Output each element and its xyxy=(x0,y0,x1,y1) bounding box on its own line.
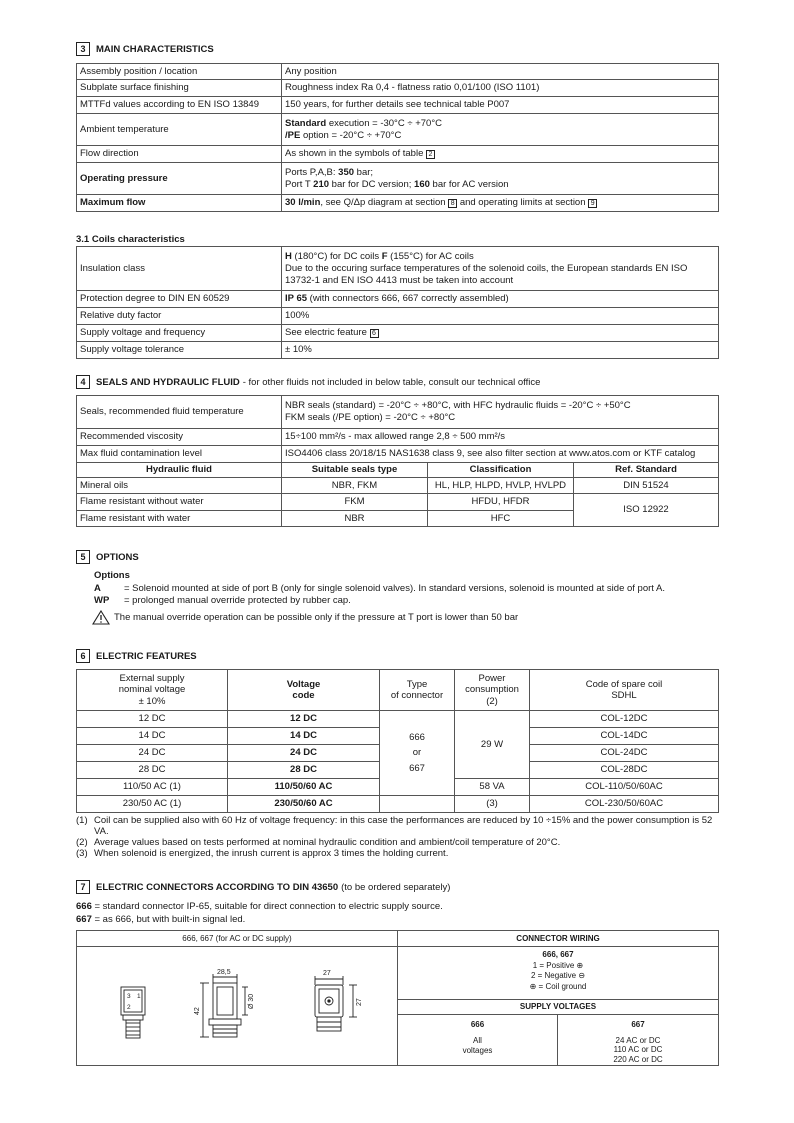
options-title: Options xyxy=(94,570,130,581)
option-wp: WP = prolonged manual override protected by rubber cap. xyxy=(94,595,351,606)
coils-subheading: 3.1 Coils characteristics xyxy=(76,234,185,245)
fluid-cell: Mineral oils xyxy=(77,478,282,494)
classification-cell: HFDU, HFDR xyxy=(428,494,574,511)
connector-drawing-panel xyxy=(77,931,398,1065)
column-header: Power consumption (2) xyxy=(455,670,530,711)
fluid-cell: Flame resistant with water xyxy=(77,511,282,527)
power-ac-note-cell: (3) xyxy=(455,796,530,813)
row-label: Recommended viscosity xyxy=(77,429,282,446)
power-ac-cell: 58 VA xyxy=(455,779,530,796)
option-a: A = Solenoid mounted at side of port B (only for single solenoid valves). In standard versions, solenoid is mounted at side of port A. xyxy=(94,582,666,594)
section-title: ELECTRIC FEATURES xyxy=(96,650,197,662)
section-number: 3 xyxy=(76,42,90,56)
table-row: 110/50 AC (1) 110/50/60 AC 58 VA COL-110/50/60AC xyxy=(77,779,719,796)
warning-note xyxy=(92,610,518,625)
seals-cell: NBR xyxy=(282,511,428,527)
column-header: Code of spare coil SDHL xyxy=(530,670,719,711)
section-note: (to be ordered separately) xyxy=(341,881,451,893)
row-label: Subplate surface finishing xyxy=(77,80,282,97)
table-row: 230/50 AC (1) 230/50/60 AC (3) COL-230/50/60AC xyxy=(77,796,719,813)
table-row: 12 DC 12 DC 666 or 667 29 W COL-12DC xyxy=(77,711,719,728)
section-3-heading xyxy=(76,42,214,56)
table-ref-box: 2 xyxy=(426,150,435,159)
table-row: 14 DC 14 DC COL-14DC xyxy=(77,728,719,745)
column-header: Classification xyxy=(428,463,574,478)
supply-667: 667 24 AC or DC 110 AC or DC 220 AC or DC xyxy=(613,1020,663,1064)
pin-label: 1 xyxy=(137,993,141,1000)
pin-label: 2 xyxy=(127,1004,131,1011)
section-title: OPTIONS xyxy=(96,551,139,563)
row-value: Any position xyxy=(282,64,719,80)
section-6-heading xyxy=(76,649,197,663)
wiring-legend: 666, 667 1 = Positive ⊕ 2 = Negative ⊖ ⊕ = Coil ground xyxy=(398,947,718,1000)
classification-cell: HL, HLP, HLPD, HVLP, HVLPD xyxy=(428,478,574,494)
section-5-heading xyxy=(76,550,139,564)
seals-table xyxy=(76,395,719,527)
seals-cell: NBR, FKM xyxy=(282,478,428,494)
row-label: Flow direction xyxy=(77,146,282,163)
section-note: - for other fluids not included in below table, consult our technical office xyxy=(242,376,541,388)
footnote: (1) Coil can be supplied also with 60 Hz of voltage frequency: in this case the performances are reduced by 10 ÷15% and the power consumption is 52 VA. xyxy=(76,815,713,837)
supply-voltages-header: SUPPLY VOLTAGES xyxy=(398,1000,718,1015)
row-value: Standard execution = -30°C ÷ +70°C /PE option = -20°C ÷ +70°C xyxy=(282,114,719,146)
section-number: 5 xyxy=(76,550,90,564)
row-value: IP 65 (with connectors 666, 667 correctly assembled) xyxy=(282,291,719,308)
row-label: Insulation class xyxy=(77,247,282,291)
warning-text: The manual override operation can be possible only if the pressure at T port is lower than 50 bar xyxy=(114,612,519,623)
row-label: Protection degree to DIN EN 60529 xyxy=(77,291,282,308)
row-value: See electric feature 6 xyxy=(282,325,719,342)
drawing-header: 666, 667 (for AC or DC supply) xyxy=(77,931,397,947)
dimension-label: 27 xyxy=(323,970,331,977)
row-value: NBR seals (standard) = -20°C ÷ +80°C, with HFC hydraulic fluids = -20°C ÷ +50°C FKM seals (/PE option) = -20°C ÷ +80°C xyxy=(282,396,719,429)
row-value: 30 l/min, see Q/Δp diagram at section 8 and operating limits at section 9 xyxy=(282,195,719,212)
row-value: As shown in the symbols of table 2 xyxy=(282,146,719,163)
table-row xyxy=(77,494,719,511)
row-label: Seals, recommended fluid temperature xyxy=(77,396,282,429)
power-dc-cell: 29 W xyxy=(455,711,530,779)
row-label: Operating pressure xyxy=(77,163,282,195)
footnote: (2) Average values based on tests performed at nominal hydraulic condition and ambient/coil temperature of 20°C. xyxy=(76,837,561,848)
section-4-heading xyxy=(76,375,540,389)
column-header: External supply nominal voltage ± 10% xyxy=(77,670,228,711)
connector-dimension-drawing xyxy=(77,947,397,1065)
feature-ref-box: 6 xyxy=(370,329,379,338)
row-label: Max fluid contamination level xyxy=(77,446,282,463)
row-label: Relative duty factor xyxy=(77,308,282,325)
row-label: Supply voltage and frequency xyxy=(77,325,282,342)
warning-icon xyxy=(92,610,110,625)
footnotes xyxy=(76,815,719,859)
main-characteristics-table xyxy=(76,63,719,212)
dimension-label: 27 xyxy=(356,998,363,1006)
row-value: 100% xyxy=(282,308,719,325)
standard-cell: DIN 51524 xyxy=(574,478,719,494)
column-header: Ref. Standard xyxy=(574,463,719,478)
connector-descriptions: 666 = standard connector IP-65, suitable for direct connection to electric supply source. 667 = as 666, but with built-in signal led. xyxy=(76,901,443,925)
row-label: Maximum flow xyxy=(77,195,282,212)
supply-666: 666 All voltages xyxy=(398,1015,558,1065)
connector-wiring-panel xyxy=(398,931,718,1065)
section-title: MAIN CHARACTERISTICS xyxy=(96,43,214,55)
table-row xyxy=(77,478,719,494)
section-number: 7 xyxy=(76,880,90,894)
row-value: Ports P,A,B: 350 bar; Port T 210 bar for DC version; 160 bar for AC version xyxy=(282,163,719,195)
row-label: Assembly position / location xyxy=(77,64,282,80)
section-number: 6 xyxy=(76,649,90,663)
connector-panel xyxy=(76,930,719,1066)
electric-features-table xyxy=(76,669,719,813)
row-value: H (180°C) for DC coils F (155°C) for AC coils Due to the occuring surface temperatures of the solenoid coils, the European standards EN ISO 13732-1 and EN ISO 4413 must be taken into account xyxy=(282,247,719,291)
pin-label: 3 xyxy=(127,993,131,1000)
row-value: 150 years, for further details see technical table P007 xyxy=(282,97,719,114)
options-list xyxy=(94,570,665,608)
footnote: (3) When solenoid is energized, the inrush current is approx 3 times the holding current. xyxy=(76,848,449,859)
dimension-label: 28,5 xyxy=(217,969,231,976)
row-label: MTTFd values according to EN ISO 13849 xyxy=(77,97,282,114)
section-number: 4 xyxy=(76,375,90,389)
column-header: Type of connector xyxy=(380,670,455,711)
standard-cell: ISO 12922 xyxy=(574,494,719,527)
classification-cell: HFC xyxy=(428,511,574,527)
section-ref-box: 9 xyxy=(588,199,597,208)
table-row: 24 DC 24 DC COL-24DC xyxy=(77,745,719,762)
coils-table xyxy=(76,246,719,359)
section-ref-box: 8 xyxy=(448,199,457,208)
dimension-label: Ø 30 xyxy=(248,993,255,1009)
section-title: SEALS AND HYDRAULIC FLUID xyxy=(96,376,240,388)
connector-type-cell: 666 or 667 xyxy=(380,711,455,796)
row-label: Supply voltage tolerance xyxy=(77,342,282,359)
seals-cell: FKM xyxy=(282,494,428,511)
row-value: ISO4406 class 20/18/15 NAS1638 class 9, see also filter section at www.atos.com or KTF catalog xyxy=(282,446,719,463)
fluid-cell: Flame resistant without water xyxy=(77,494,282,511)
column-header: Suitable seals type xyxy=(282,463,428,478)
section-7-heading xyxy=(76,880,450,894)
dimension-label: 42 xyxy=(194,1007,201,1015)
row-label: Ambient temperature xyxy=(77,114,282,146)
column-header: Voltage code xyxy=(228,670,380,711)
row-value: 15÷100 mm²/s - max allowed range 2,8 ÷ 500 mm²/s xyxy=(282,429,719,446)
table-row: 28 DC 28 DC COL-28DC xyxy=(77,762,719,779)
section-title: ELECTRIC CONNECTORS ACCORDING TO DIN 43650 xyxy=(96,881,339,893)
row-value: Roughness index Ra 0,4 - flatness ratio 0,01/100 (ISO 1101) xyxy=(282,80,719,97)
wiring-header: CONNECTOR WIRING xyxy=(398,931,718,947)
column-header: Hydraulic fluid xyxy=(77,463,282,478)
row-value: ± 10% xyxy=(282,342,719,359)
